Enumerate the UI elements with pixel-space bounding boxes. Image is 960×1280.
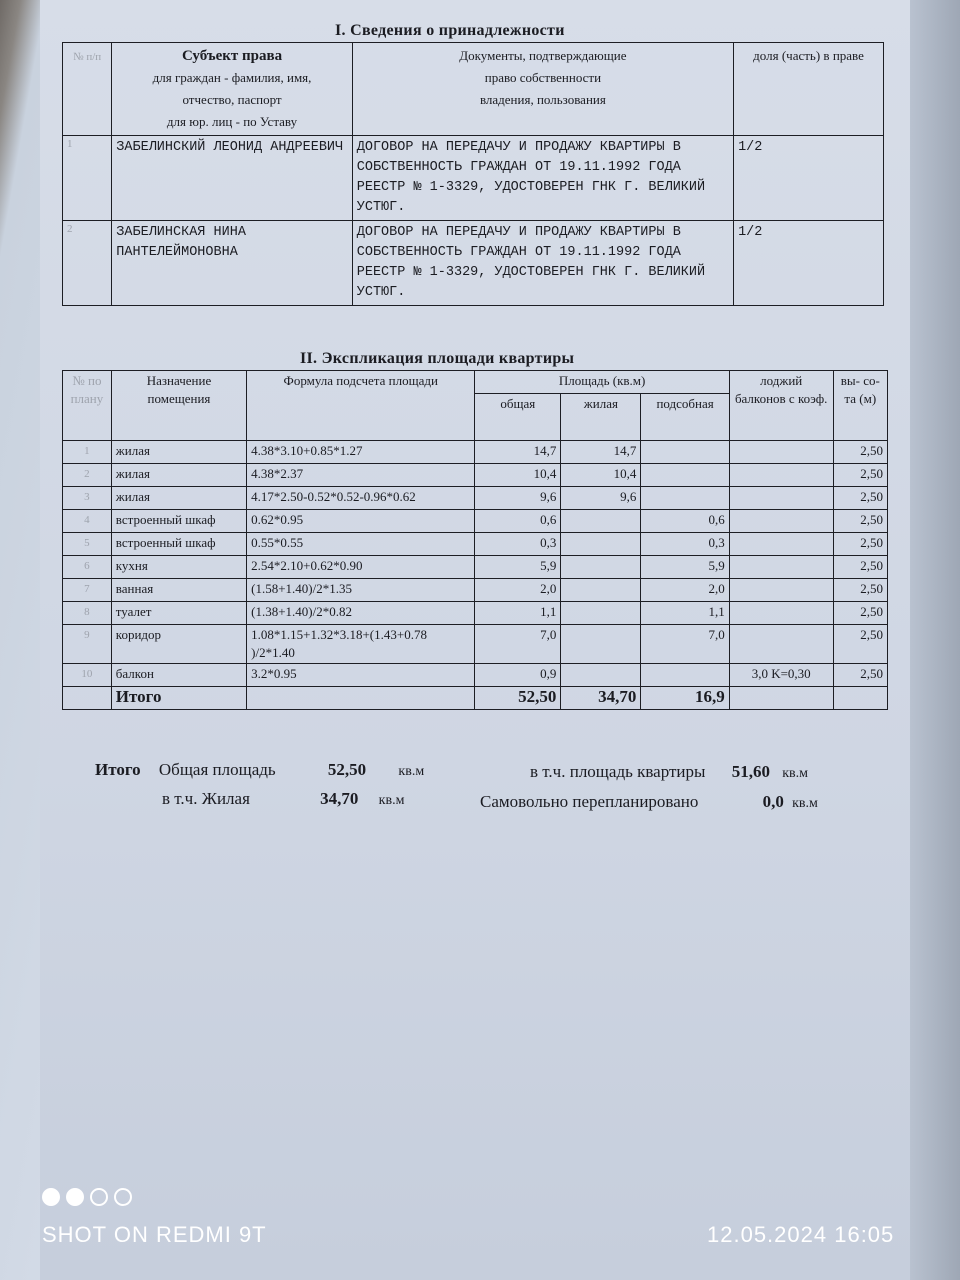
room-num: 5 (63, 533, 112, 556)
room-row (63, 464, 888, 487)
background-edge (910, 0, 960, 1280)
room-num: 4 (63, 510, 112, 533)
room-living (561, 510, 641, 533)
room-formula: 3.2*0.95 (247, 664, 475, 687)
room-living (561, 664, 641, 687)
room-total: 0,6 (475, 510, 561, 533)
hdr-documents: Документы, подтверждающие право собственности владения, пользования (352, 43, 733, 136)
room-num: 1 (63, 441, 112, 464)
room-height: 2,50 (833, 464, 887, 487)
room-total: 9,6 (475, 487, 561, 510)
room-height: 2,50 (833, 579, 887, 602)
owner-document: ДОГОВОР НА ПЕРЕДАЧУ И ПРОДАЖУ КВАРТИРЫ В СОБСТВЕННОСТЬ ГРАЖДАН ОТ 19.11.1992 ГОДА РЕЕСТР № 1-3329, УДОСТОВЕРЕН ГНК Г. ВЕЛИКИЙ УСТЮГ. (352, 136, 733, 221)
room-total: 14,7 (475, 441, 561, 464)
room-living: 14,7 (561, 441, 641, 464)
room-living (561, 556, 641, 579)
room-num: 2 (63, 464, 112, 487)
room-num: 3 (63, 487, 112, 510)
room-row (63, 664, 888, 687)
room-row (63, 602, 888, 625)
room-formula: 1.08*1.15+1.32*3.18+(1.43+0.78 )/2*1.40 (247, 625, 475, 664)
room-loggia (729, 556, 833, 579)
room-loggia (729, 464, 833, 487)
room-loggia (729, 602, 833, 625)
owner-row: 2 ЗАБЕЛИНСКАЯ НИНА ПАНТЕЛЕЙМОНОВНА ДОГОВОР НА ПЕРЕДАЧУ И ПРОДАЖУ КВАРТИРЫ В СОБСТВЕННОСТЬ ГРАЖДАН ОТ 19.11.1992 ГОДА РЕЕСТР № 1-3329, УДОСТОВЕРЕН ГНК Г. ВЕЛИКИЙ УСТЮГ. 1/2 (63, 221, 884, 306)
room-height: 2,50 (833, 602, 887, 625)
hdr-plan-num: № по плану (63, 371, 112, 441)
summary-replan-line: Самовольно перепланировано 0,0 кв.м (480, 792, 818, 811)
room-purpose: ванная (111, 579, 246, 602)
room-row (63, 487, 888, 510)
room-loggia: 3,0 K=0,30 (729, 664, 833, 687)
room-row (63, 579, 888, 602)
room-total: 2,0 (475, 579, 561, 602)
room-row (63, 510, 888, 533)
owner-name: ЗАБЕЛИНСКИЙ ЛЕОНИД АНДРЕЕВИЧ (112, 136, 352, 221)
room-loggia (729, 510, 833, 533)
owner-share: 1/2 (734, 136, 884, 221)
room-total: 5,9 (475, 556, 561, 579)
room-row (63, 533, 888, 556)
room-formula: 0.62*0.95 (247, 510, 475, 533)
room-total: 0,9 (475, 664, 561, 687)
room-purpose: жилая (111, 464, 246, 487)
watermark-device: SHOT ON REDMI 9T (42, 1222, 267, 1247)
section1-title: I. Сведения о принадлежности (335, 22, 565, 39)
totals-label: Итого (111, 687, 246, 710)
section2-title: II. Экспликация площади квартиры (300, 350, 575, 367)
summary-total-line: Итого Общая площадь 52,50 кв.м (95, 760, 425, 779)
room-living (561, 533, 641, 556)
room-aux: 1,1 (641, 602, 729, 625)
room-living (561, 602, 641, 625)
room-num: 7 (63, 579, 112, 602)
totals-living: 34,70 (561, 687, 641, 710)
hdr-subject: Субъект права для граждан - фамилия, имя, отчество, паспорт для юр. лиц - по Уставу (112, 43, 352, 136)
room-living: 10,4 (561, 464, 641, 487)
room-formula: 4.38*2.37 (247, 464, 475, 487)
room-purpose: коридор (111, 625, 246, 664)
room-purpose: жилая (111, 487, 246, 510)
room-height: 2,50 (833, 510, 887, 533)
room-aux (641, 487, 729, 510)
hdr-share: доля (часть) в праве (734, 43, 884, 136)
hdr-aux: подсобная (641, 394, 729, 441)
room-loggia (729, 533, 833, 556)
hdr-loggia: лоджий балконов с коэф. (729, 371, 833, 441)
totals-aux: 16,9 (641, 687, 729, 710)
room-formula: 4.38*3.10+0.85*1.27 (247, 441, 475, 464)
room-height: 2,50 (833, 441, 887, 464)
room-purpose: встроенный шкаф (111, 533, 246, 556)
hdr-purpose: Назначение помещения (111, 371, 246, 441)
room-formula: 0.55*0.55 (247, 533, 475, 556)
room-height: 2,50 (833, 533, 887, 556)
room-height: 2,50 (833, 664, 887, 687)
room-num: 9 (63, 625, 112, 664)
hdr-height: вы- со- та (м) (833, 371, 887, 441)
room-living (561, 579, 641, 602)
room-num: 6 (63, 556, 112, 579)
summary-apartment-line: в т.ч. площадь квартиры 51,60 кв.м (530, 762, 808, 781)
hdr-living: жилая (561, 394, 641, 441)
owner-share: 1/2 (734, 221, 884, 306)
room-aux: 0,6 (641, 510, 729, 533)
room-aux: 5,9 (641, 556, 729, 579)
room-purpose: кухня (111, 556, 246, 579)
summary-living-line: в т.ч. Жилая 34,70 кв.м (162, 789, 405, 808)
room-purpose: туалет (111, 602, 246, 625)
owner-row: 1 ЗАБЕЛИНСКИЙ ЛЕОНИД АНДРЕЕВИЧ ДОГОВОР НА ПЕРЕДАЧУ И ПРОДАЖУ КВАРТИРЫ В СОБСТВЕННОСТЬ ГРАЖДАН ОТ 19.11.1992 ГОДА РЕЕСТР № 1-3329, УДОСТОВЕРЕН ГНК Г. ВЕЛИКИЙ УСТЮГ. 1/2 (63, 136, 884, 221)
owner-name: ЗАБЕЛИНСКАЯ НИНА ПАНТЕЛЕЙМОНОВНА (112, 221, 352, 306)
hdr-num: № п/п (63, 43, 112, 136)
totals-row (63, 687, 888, 710)
watermark-timestamp: 12.05.2024 16:05 (707, 1222, 895, 1247)
room-loggia (729, 441, 833, 464)
room-total: 1,1 (475, 602, 561, 625)
totals-total: 52,50 (475, 687, 561, 710)
room-purpose: жилая (111, 441, 246, 464)
camera-dots-logo (42, 1188, 138, 1211)
hdr-area: Площадь (кв.м) (475, 371, 729, 394)
room-num: 8 (63, 602, 112, 625)
room-aux (641, 441, 729, 464)
hdr-formula: Формула подсчета площади (247, 371, 475, 441)
room-aux: 7,0 (641, 625, 729, 664)
room-aux (641, 464, 729, 487)
ownership-table (62, 42, 884, 306)
room-total: 7,0 (475, 625, 561, 664)
room-row (63, 441, 888, 464)
room-living (561, 625, 641, 664)
room-height: 2,50 (833, 487, 887, 510)
room-purpose: балкон (111, 664, 246, 687)
hdr-total: общая (475, 394, 561, 441)
room-height: 2,50 (833, 556, 887, 579)
room-formula: 4.17*2.50-0.52*0.52-0.96*0.62 (247, 487, 475, 510)
room-total: 0,3 (475, 533, 561, 556)
room-aux (641, 664, 729, 687)
room-formula: (1.58+1.40)/2*1.35 (247, 579, 475, 602)
room-living: 9,6 (561, 487, 641, 510)
room-loggia (729, 579, 833, 602)
room-aux: 2,0 (641, 579, 729, 602)
room-total: 10,4 (475, 464, 561, 487)
room-row (63, 556, 888, 579)
room-formula: (1.38+1.40)/2*0.82 (247, 602, 475, 625)
explication-table (62, 370, 888, 710)
room-num: 10 (63, 664, 112, 687)
room-loggia (729, 625, 833, 664)
room-aux: 0,3 (641, 533, 729, 556)
room-loggia (729, 487, 833, 510)
room-purpose: встроенный шкаф (111, 510, 246, 533)
room-formula: 2.54*2.10+0.62*0.90 (247, 556, 475, 579)
room-height: 2,50 (833, 625, 887, 664)
owner-document: ДОГОВОР НА ПЕРЕДАЧУ И ПРОДАЖУ КВАРТИРЫ В СОБСТВЕННОСТЬ ГРАЖДАН ОТ 19.11.1992 ГОДА РЕЕСТР № 1-3329, УДОСТОВЕРЕН ГНК Г. ВЕЛИКИЙ УСТЮГ. (352, 221, 733, 306)
room-row (63, 625, 888, 664)
